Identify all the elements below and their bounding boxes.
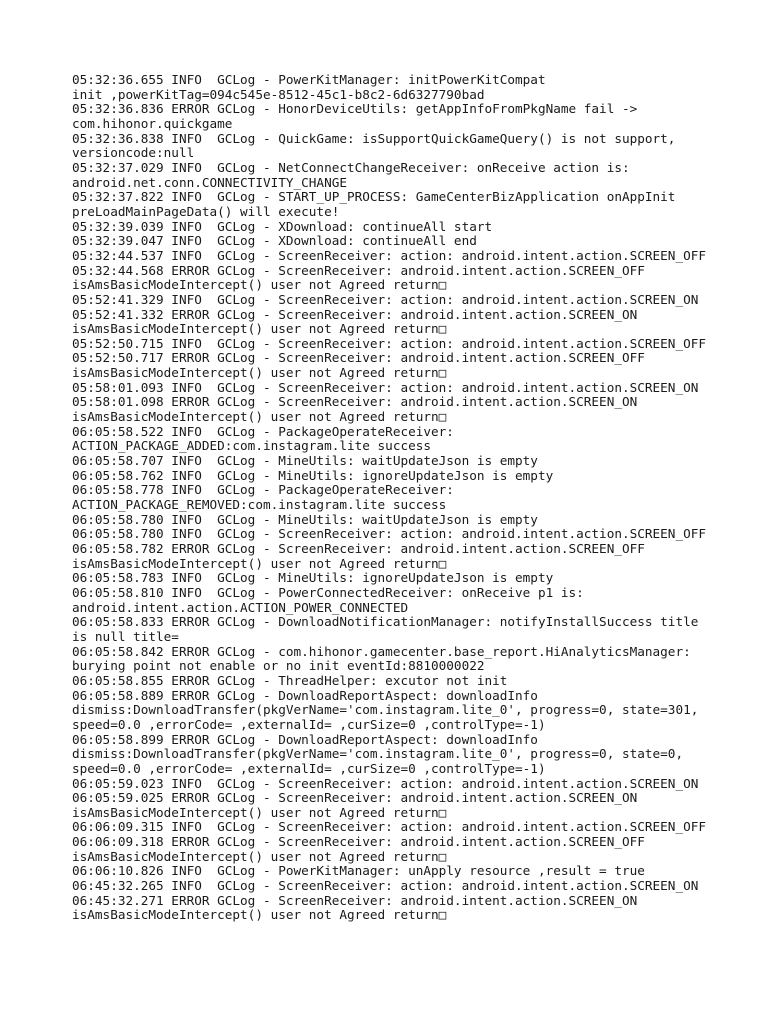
log-line: 06:06:10.826 INFO GCLog - PowerKitManager: unApply resource ,result = true [72, 863, 645, 879]
log-line: 06:45:32.265 INFO GCLog - ScreenReceiver: action: android.intent.action.SCREEN_ON [72, 878, 699, 894]
log-line: 05:32:36.838 INFO GCLog - QuickGame: isSupportQuickGameQuery() is not support, versioncode:null [72, 130, 676, 161]
log-line: 06:05:58.782 ERROR GCLog - ScreenReceiver: android.intent.action.SCREEN_OFF isAmsBasicModeIntercept() user not Agreed return□ [72, 541, 645, 571]
log-line: 06:05:58.778 INFO GCLog - PackageOperateReceiver: ACTION_PACKAGE_REMOVED:com.instagram.lite success [72, 482, 454, 513]
log-line: 06:05:58.833 ERROR GCLog - DownloadNotificationManager: notifyInstallSuccess title is null title= [72, 614, 699, 644]
log-line: 06:05:58.780 INFO GCLog - MineUtils: waitUpdateJson is empty [72, 511, 538, 527]
log-line: 05:52:50.715 INFO GCLog - ScreenReceiver: action: android.intent.action.SCREEN_OFF [72, 335, 706, 351]
log-line: 05:32:37.029 INFO GCLog - NetConnectChangeReceiver: onReceive action is: android.net.conn.CONNECTIVITY_CHANGE [72, 159, 630, 190]
log-line: 06:05:58.855 ERROR GCLog - ThreadHelper: excutor not init [72, 672, 508, 688]
log-line: 06:05:58.762 INFO GCLog - MineUtils: ignoreUpdateJson is empty [72, 467, 554, 483]
log-line: 05:32:39.039 INFO GCLog - XDownload: continueAll start [72, 218, 493, 234]
log-line: 06:05:58.783 INFO GCLog - MineUtils: ignoreUpdateJson is empty [72, 570, 554, 586]
log-line: 05:52:41.329 INFO GCLog - ScreenReceiver: action: android.intent.action.SCREEN_ON [72, 291, 699, 307]
log-line: 05:32:44.568 ERROR GCLog - ScreenReceiver: android.intent.action.SCREEN_OFF isAmsBasicModeIntercept() user not Agreed return□ [72, 262, 645, 293]
log-line: 06:45:32.271 ERROR GCLog - ScreenReceiver: android.intent.action.SCREEN_ON isAmsBasicModeIntercept() user not Agreed return□ [72, 892, 638, 923]
log-line: 06:05:58.780 INFO GCLog - ScreenReceiver: action: android.intent.action.SCREEN_OFF [72, 526, 706, 542]
log-line: 05:58:01.098 ERROR GCLog - ScreenReceiver: android.intent.action.SCREEN_ON isAmsBasicModeIntercept() user not Agreed return□ [72, 394, 638, 425]
log-line: 06:05:58.522 INFO GCLog - PackageOperateReceiver: ACTION_PACKAGE_ADDED:com.instagram.lite success [72, 423, 454, 454]
log-line: 05:32:39.047 INFO GCLog - XDownload: continueAll end [72, 233, 477, 249]
log-line: 06:05:58.810 INFO GCLog - PowerConnectedReceiver: onReceive p1 is: android.intent.action.ACTION_POWER_CONNECTED [72, 584, 584, 615]
log-line: 06:06:09.318 ERROR GCLog - ScreenReceiver: android.intent.action.SCREEN_OFF isAmsBasicModeIntercept() user not Agreed return□ [72, 834, 645, 864]
log-line: 06:05:58.842 ERROR GCLog - com.hihonor.gamecenter.base_report.HiAnalyticsManager: burying point not enable or no init eventId:8810000022 [72, 643, 691, 674]
log-text-block [72, 73, 762, 923]
log-line: 05:32:36.655 INFO GCLog - PowerKitManager: initPowerKitCompat init ,powerKitTag=094c545e-8512-45c1-b8c2-6d6327790bad [72, 72, 546, 102]
log-line: 05:58:01.093 INFO GCLog - ScreenReceiver: action: android.intent.action.SCREEN_ON [72, 379, 699, 395]
log-line: 05:32:37.822 INFO GCLog - START_UP_PROCESS: GameCenterBizApplication onAppInit preLoadMainPageData() will execute! [72, 189, 676, 219]
log-line: 06:06:09.315 INFO GCLog - ScreenReceiver: action: android.intent.action.SCREEN_OFF [72, 819, 706, 835]
log-line: 06:05:59.025 ERROR GCLog - ScreenReceiver: android.intent.action.SCREEN_ON isAmsBasicModeIntercept() user not Agreed return□ [72, 790, 638, 820]
log-line: 06:05:58.889 ERROR GCLog - DownloadReportAspect: downloadInfo dismiss:DownloadTransfer(pkgVerName='com.instagram.lite_0', progress=0, state=301, speed=0.0 ,errorCode= ,externalId= ,curSize=0 ,controlType=-1) [72, 687, 699, 732]
log-line: 05:32:44.537 INFO GCLog - ScreenReceiver: action: android.intent.action.SCREEN_OFF [72, 247, 706, 263]
log-line: 06:05:58.707 INFO GCLog - MineUtils: waitUpdateJson is empty [72, 453, 538, 469]
log-line: 05:32:36.836 ERROR GCLog - HonorDeviceUtils: getAppInfoFromPkgName fail -> com.hihonor.quickgame [72, 101, 638, 131]
log-line: 06:05:59.023 INFO GCLog - ScreenReceiver: action: android.intent.action.SCREEN_ON [72, 775, 699, 791]
log-line: 06:05:58.899 ERROR GCLog - DownloadReportAspect: downloadInfo dismiss:DownloadTransfer(pkgVerName='com.instagram.lite_0', progress=0, state=0, speed=0.0 ,errorCode= ,externalId= ,curSize=0 ,controlType=-1) [72, 731, 684, 776]
log-line: 05:52:50.717 ERROR GCLog - ScreenReceiver: android.intent.action.SCREEN_OFF isAmsBasicModeIntercept() user not Agreed return□ [72, 350, 645, 381]
log-line: 05:52:41.332 ERROR GCLog - ScreenReceiver: android.intent.action.SCREEN_ON isAmsBasicModeIntercept() user not Agreed return□ [72, 306, 638, 337]
